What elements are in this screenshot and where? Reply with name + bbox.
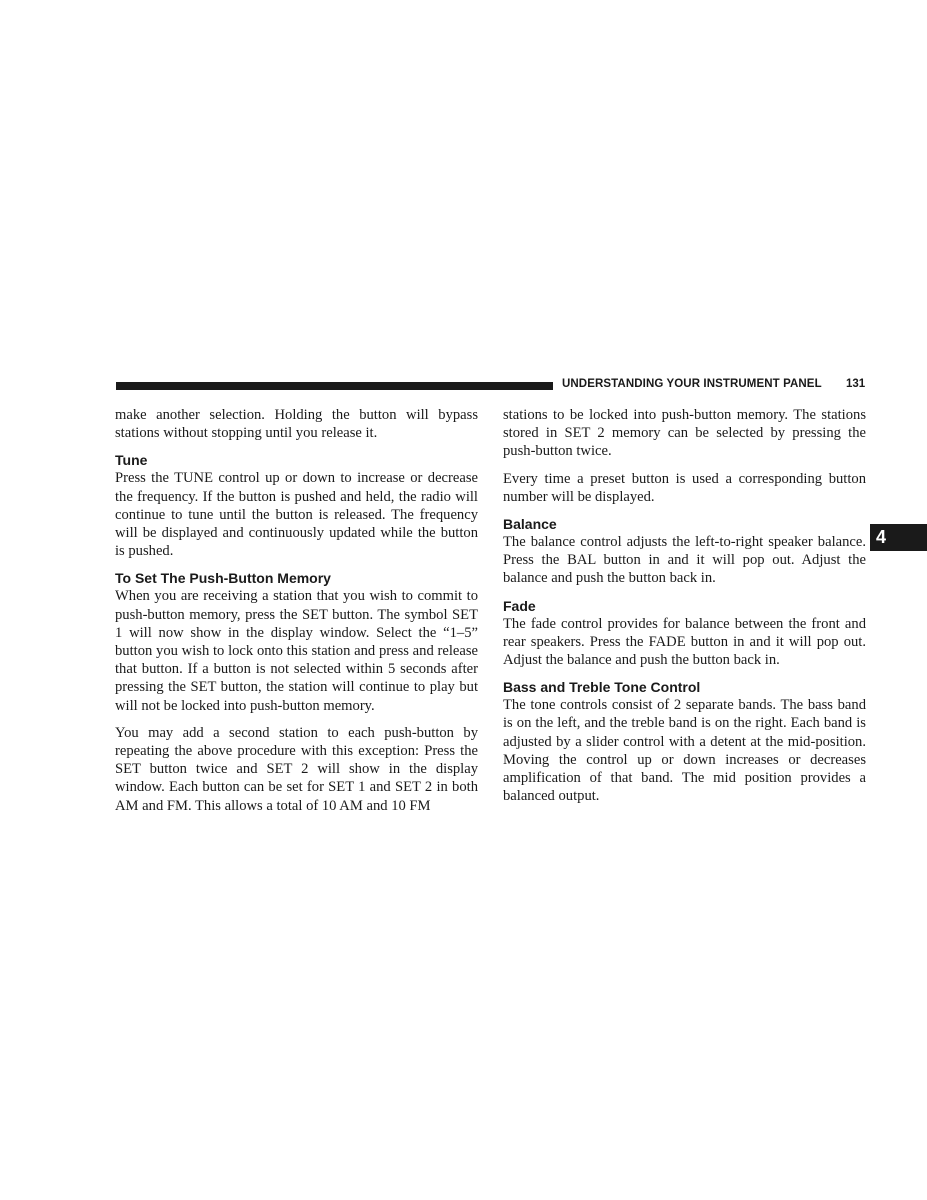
tone-control-body: The tone controls consist of 2 separate bands. The bass band is on the left, and the treble band is on the right. Each band is adjusted by a slider control with a detent at the mid-position. Moving the control up or down increases or decreases amplification of that band. The mid position provides a balanced output.: [503, 697, 866, 805]
header-rule: [116, 382, 553, 390]
tone-control-heading: Bass and Treble Tone Control: [503, 679, 701, 696]
right-column: [503, 406, 866, 805]
fade-body: The fade control provides for balance between the front and rear speakers. Press the FADE button in and it will pop out. Adjust the balance and push the button back in.: [503, 615, 866, 669]
page-number: 131: [846, 378, 866, 390]
tune-body: Press the TUNE control up or down to increase or decrease the frequency. If the button is pushed and held, the radio will continue to tune until the button is released. The frequency will be displayed and continuously updated while the button is pushed.: [115, 470, 478, 560]
continuation-paragraph: stations to be locked into push-button memory. The stations stored in SET 2 memory can be selected by pressing the push-button twice.: [503, 407, 866, 460]
chapter-tab-label: 4: [876, 527, 887, 547]
left-column: [115, 406, 478, 815]
running-header-title: UNDERSTANDING YOUR INSTRUMENT PANEL: [562, 378, 822, 390]
chapter-tab: [870, 524, 927, 551]
intro-paragraph: make another selection. Holding the button will bypass stations without stopping until you release it.: [115, 407, 478, 442]
second-station-paragraph: You may add a second station to each push-button by repeating the above procedure with this exception: Press the SET button twice and SET 2 will show in the display window. Each button can be set for SET 1 and SET 2 in both AM and FM. This allows a total of 10 AM and 10 FM: [115, 724, 478, 814]
set-memory-body: When you are receiving a station that you wish to commit to push-button memory, press the SET button. The symbol SET 1 will now show in the display window. Select the “1–5” button you wish to lock onto this station and press and release that button. If a button is not selected within 5 seconds after pressing the SET button, the station will continue to play but will not be locked into push-button memory.: [115, 588, 478, 714]
set-memory-heading: To Set The Push-Button Memory: [115, 570, 331, 587]
fade-heading: Fade: [503, 597, 536, 614]
tune-heading: Tune: [115, 452, 148, 469]
preset-paragraph: Every time a preset button is used a corresponding button number will be displayed.: [503, 470, 866, 505]
balance-body: The balance control adjusts the left-to-right speaker balance. Press the BAL button in and it will pop out. Adjust the balance and push the button back in.: [503, 534, 866, 587]
balance-heading: Balance: [503, 516, 557, 533]
